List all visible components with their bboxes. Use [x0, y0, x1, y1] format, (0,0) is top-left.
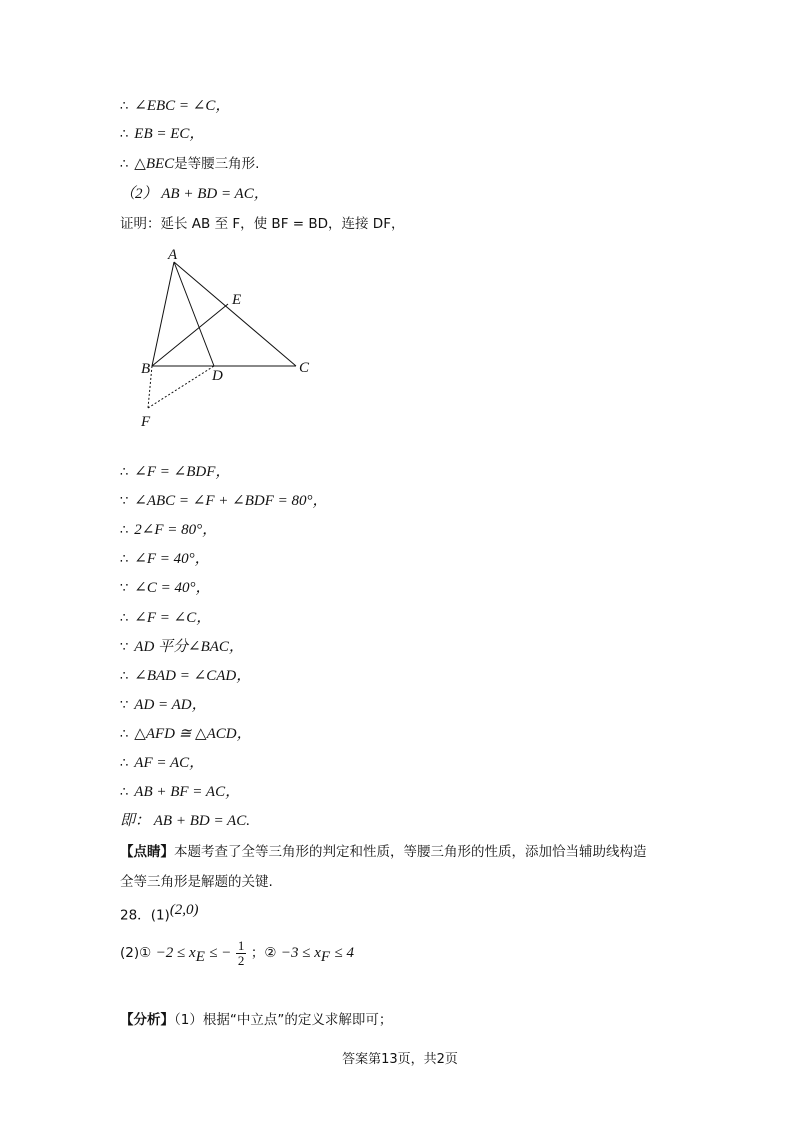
segment-ac: [174, 262, 296, 366]
part1-answer: (2,0): [169, 902, 199, 918]
line-eb-ec: [120, 124, 204, 145]
proof-step: [120, 491, 328, 512]
therefore-symbol: ∴: [120, 785, 129, 801]
because-symbol: ∵: [120, 494, 129, 510]
because-symbol: ∵: [120, 639, 129, 655]
line-part2: [120, 184, 269, 204]
proof-step: [120, 578, 210, 599]
math-text: ∠F = 40°，: [134, 551, 210, 568]
line-proof-intro: [120, 214, 404, 234]
page-footer: 答案第13页，共2页: [342, 1052, 458, 1067]
math-text: （2） AB + BD = AC，: [120, 186, 269, 202]
because-symbol: ∵: [120, 581, 129, 597]
therefore-symbol: ∴: [120, 726, 129, 742]
therefore-symbol: ∴: [120, 127, 129, 142]
proof-step: [120, 520, 217, 541]
label-e: E: [232, 292, 242, 308]
proof-step: [120, 549, 210, 570]
label-c: C: [299, 360, 310, 376]
proof-step: [120, 782, 240, 803]
proof-step: [120, 637, 244, 658]
comment-text: 全等三角形是解题的关键.: [120, 874, 273, 890]
inequality-f-right: ≤ 4: [334, 945, 355, 961]
therefore-symbol: ∴: [120, 610, 129, 626]
fraction-numerator: 1: [237, 937, 245, 953]
math-text: AF = AC，: [134, 755, 205, 771]
therefore-symbol: ∴: [120, 552, 129, 568]
math-text: ∠C = 40°，: [134, 580, 211, 597]
math-text: 即： AB + BD = AC.: [120, 813, 250, 830]
segment-df: [148, 366, 214, 408]
comment-text: 本题考查了全等三角形的判定和性质，等腰三角形的性质，添加恰当辅助线构造: [174, 844, 647, 860]
math-text: EB = EC，: [134, 126, 205, 142]
proof-step: [120, 695, 207, 716]
sub-e: E: [195, 948, 205, 965]
proof-step: [120, 753, 204, 774]
therefore-symbol: ∴: [120, 157, 129, 172]
comment-line-1: [120, 842, 647, 862]
label-b: B: [141, 361, 151, 377]
label-f: F: [141, 414, 151, 430]
therefore-symbol: ∴: [120, 668, 129, 684]
proof-step: [120, 608, 211, 629]
math-text: ∠ABC = ∠F + ∠BDF = 80°，: [134, 493, 328, 510]
line-angle-ebc: [120, 96, 230, 117]
comment-tag: 【点睛】: [120, 844, 174, 860]
because-symbol: ∵: [120, 697, 129, 713]
fraction-one-half: [236, 939, 247, 968]
analysis-line: [120, 1010, 392, 1030]
inequality-f-left: −3 ≤ x: [280, 945, 321, 961]
q28-part2: [120, 936, 354, 974]
math-text: ∠F = ∠BDF，: [134, 464, 231, 480]
math-text: AD = AD，: [134, 696, 207, 713]
separator: ；②: [250, 945, 277, 961]
math-text: 2∠F = 80°，: [134, 522, 218, 539]
inequality-e-left: −2 ≤ x: [155, 945, 196, 961]
segment-ad: [174, 262, 214, 366]
math-text: ∠BAD = ∠CAD，: [134, 667, 252, 684]
therefore-symbol: ∴: [120, 756, 129, 771]
math-text: △BEC: [134, 156, 175, 172]
math-text: AD 平分∠BAC，: [134, 638, 244, 655]
comment-line-2: [120, 872, 273, 892]
analysis-text: （1）根据“中立点”的定义求解即可；: [174, 1012, 393, 1028]
chinese-text: 证明：延长 AB 至 F，使 BF = BD，连接 DF，: [120, 216, 405, 232]
math-text: ∠EBC = ∠C，: [134, 98, 231, 114]
therefore-symbol: ∴: [120, 465, 129, 480]
part-label: (2)①: [120, 945, 152, 961]
proof-step: [120, 724, 252, 745]
label-a: A: [168, 247, 178, 263]
sub-f: F: [320, 948, 331, 965]
inequality-e-mid: ≤ −: [209, 945, 232, 961]
proof-step: [120, 462, 230, 483]
therefore-symbol: ∴: [120, 99, 129, 114]
math-text: △AFD ≅ △ACD，: [134, 725, 252, 742]
line-isosceles: [120, 154, 259, 175]
proof-step: [120, 666, 251, 687]
chinese-text: 是等腰三角形.: [174, 156, 260, 172]
math-text: AB + BF = AC，: [134, 784, 241, 801]
analysis-tag: 【分析】: [120, 1012, 174, 1028]
fraction-denominator: 2: [237, 952, 245, 968]
proof-step: [120, 811, 250, 831]
therefore-symbol: ∴: [120, 523, 129, 539]
q28-part1: [120, 900, 199, 926]
part-label: (1): [150, 907, 170, 924]
label-d: D: [212, 368, 223, 384]
math-text: ∠F = ∠C，: [134, 609, 212, 626]
question-number: 28．: [120, 907, 151, 924]
triangle-figure: [136, 246, 326, 434]
